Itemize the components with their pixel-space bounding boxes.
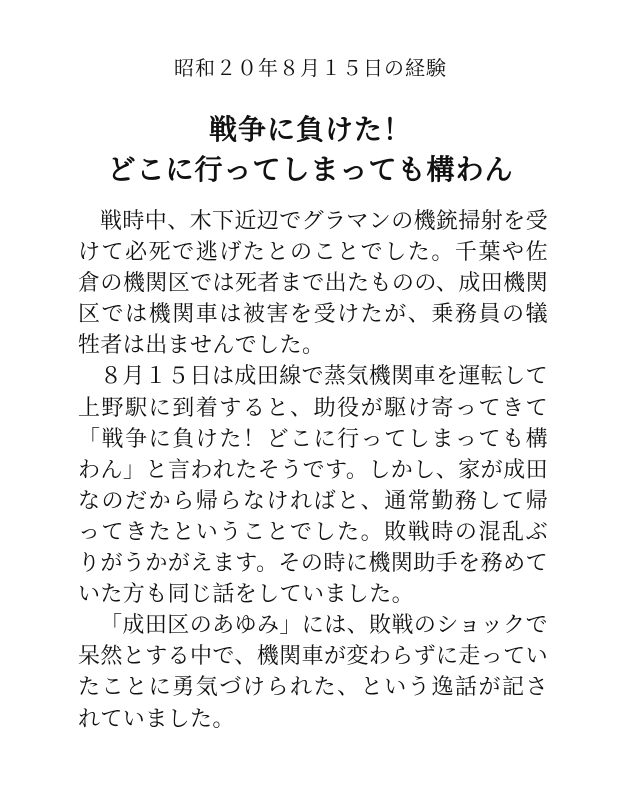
paragraph-2: ８月１５日は成田線で蒸気機関車を運転して上野駅に到着すると、助役が駆け寄ってきて「戦争に負けた！どこに行ってしまっても構わん」と言われたそうです。しかし、家が成田なのだから帰らなければと、通常勤務して帰ってきたということでした。敗戦時の混乱ぶりがうかがえます。その時に機関助手を務めていた方も同じ話をしていました。 [78,364,549,608]
document-headline [0,110,621,190]
paragraph-1: 戦時中、木下近辺でグラマンの機銃掃射を受けて必死で逃げたとのことでした。千葉や佐倉の機関区では死者まで出たものの、成田機関区では機関車は被害を受けたが、乗務員の犠牲者は出ませんでした。 [78,209,549,359]
headline-line-2: どこに行ってしまっても構わん [107,153,514,186]
body-text [78,206,548,735]
headline-line-1: 戦争に負けた！ [208,113,412,146]
document-subtitle: 昭和２０年８月１５日の経験 [174,56,447,80]
paragraph-3: 「成田区のあゆみ」には、敗戦のショックで呆然とする中で、機関車が変わらずに走っていたことに勇気づけられた、という逸話が記されていました。 [78,613,548,732]
